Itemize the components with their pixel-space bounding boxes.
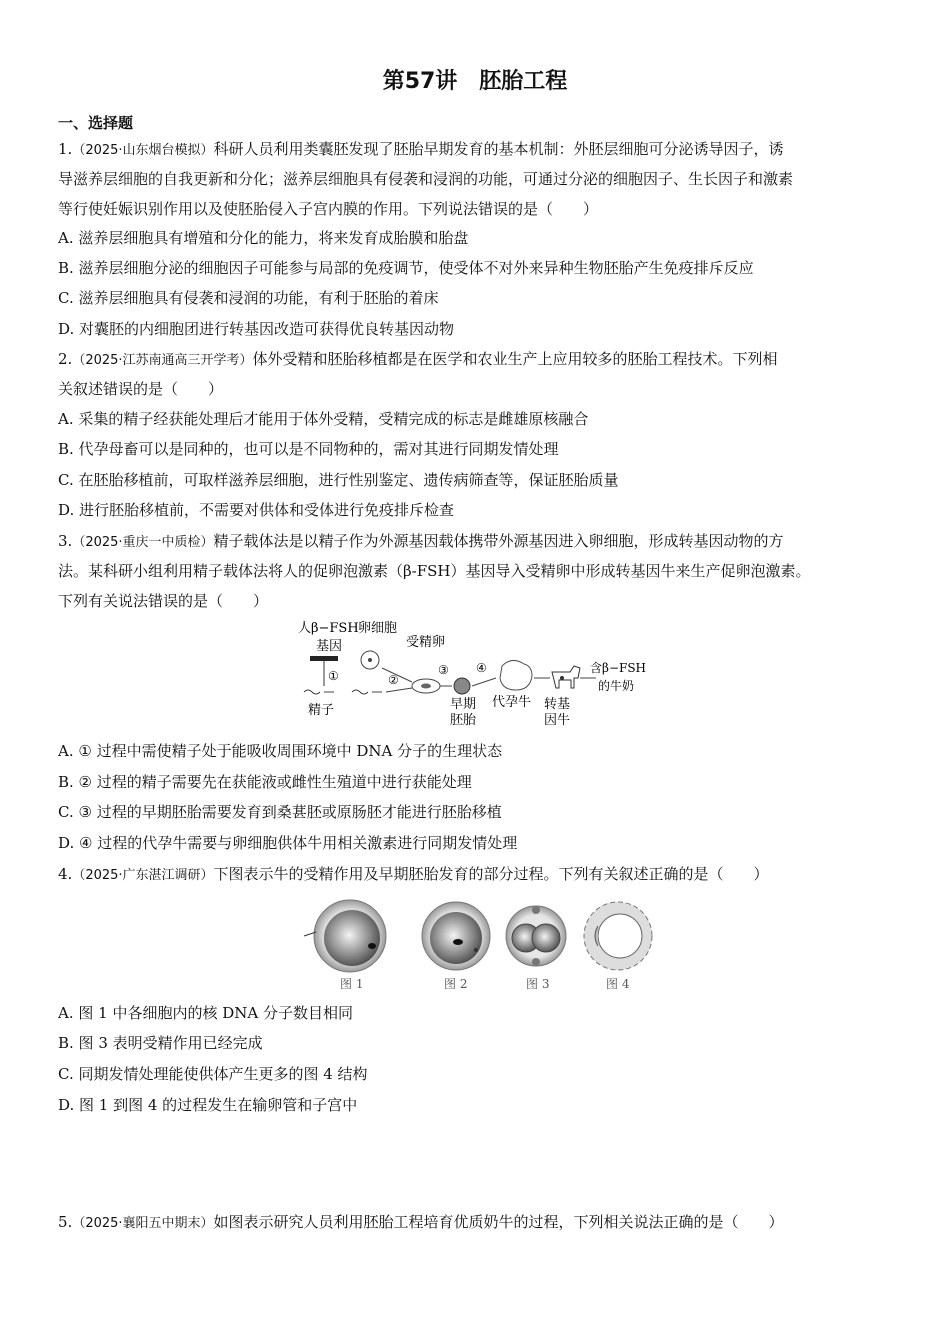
q2-stem-line2: 关叙述错误的是（ ） (58, 380, 224, 398)
q1-stem-line2: 导滋养层细胞的自我更新和分化；滋养层细胞具有侵袭和浸润的功能，可通过分泌的细胞因子、生长因子和激素 (58, 170, 794, 188)
fig-step2: ② (388, 673, 399, 687)
q4-source: （2025·广东湛江调研） (72, 868, 214, 883)
section-heading: 一、选择题 (58, 114, 134, 132)
fig3-polar-body-bottom-icon (532, 958, 540, 966)
q4-stem: 下图表示牛的受精作用及早期胚胎发育的部分过程。下列有关叙述正确的是（ ） (213, 865, 769, 883)
fig3-label: 图 3 (526, 977, 550, 991)
fig-gene-label-top: 人β−FSH (298, 621, 359, 636)
q4-embryo-figure (300, 894, 670, 996)
q1-stem-line1 (58, 139, 898, 161)
q4-number: 4. (58, 865, 73, 883)
q3-option-b: B. ② 过程的精子需要先在获能液或雌性生殖道中进行获能处理 (58, 773, 472, 791)
early-embryo-icon (454, 678, 470, 694)
q2-stem: 体外受精和胚胎移植都是在医学和农业生产上应用较多的胚胎工程技术。下列相 (252, 350, 778, 368)
fig1-nucleus-icon (368, 943, 376, 949)
fig4-cavity-icon (598, 914, 642, 958)
q4-option-b: B. 图 3 表明受精作用已经完成 (58, 1034, 263, 1052)
fig-early-label2: 胚胎 (450, 713, 477, 728)
page-title: 第57讲 胚胎工程 (382, 69, 568, 94)
q1-option-c: C. 滋养层细胞具有侵袭和浸润的功能，有利于胚胎的着床 (58, 289, 439, 307)
fig-trans-label2: 因牛 (544, 713, 571, 728)
q1-number: 1. (58, 140, 73, 158)
q2-source: （2025·江苏南通高三开学考） (72, 353, 253, 368)
fig2-polar-body-icon (474, 948, 478, 952)
fig2-pronuclei-icon (453, 939, 463, 945)
q1-option-a: A. 滋养层细胞具有增殖和分化的能力，将来发育成胎膜和胎盘 (58, 229, 469, 247)
q2-option-d: D. 进行胚胎移植前，不需要对供体和受体进行免疫排斥检查 (58, 501, 455, 519)
fig-zygote-label: 受精卵 (406, 635, 446, 650)
fig2-label: 图 2 (444, 977, 468, 991)
q1-option-b: B. 滋养层细胞分泌的细胞因子可能参与局部的免疫调节，使受体不对外来异种生物胚胎产生免疫排斥反应 (58, 259, 754, 277)
fig-gene-label-bottom: 基因 (316, 639, 343, 654)
q4-option-d: D. 图 1 到图 4 的过程发生在输卵管和子宫中 (58, 1096, 358, 1114)
q3-process-figure (290, 616, 670, 734)
q2-option-b: B. 代孕母畜可以是同种的，也可以是不同物种的，需对其进行同期发情处理 (58, 440, 559, 458)
q4-stem-line1 (58, 864, 898, 886)
q3-stem-line3: 下列有关说法错误的是（ ） (58, 592, 269, 610)
q5-source: （2025·襄阳五中期末） (72, 1216, 214, 1231)
q3-option-c: C. ③ 过程的早期胚胎需要发育到桑葚胚或原肠胚才能进行胚胎移植 (58, 803, 502, 821)
fig-early-label1: 早期 (450, 697, 477, 712)
q5-number: 5. (58, 1213, 73, 1231)
embryo-arrow-icon (472, 678, 496, 686)
cow-spot-icon (560, 676, 564, 680)
zygote-nucleus-icon (421, 684, 431, 689)
fig1-label: 图 1 (340, 977, 364, 991)
q1-stem: 科研人员利用类囊胚发现了胚胎早期发育的基本机制：外胚层细胞可分泌诱导因子，诱 (213, 140, 784, 158)
q1-source: （2025·山东烟台模拟） (72, 143, 214, 158)
fig4-label: 图 4 (606, 977, 630, 991)
q3-option-a: A. ① 过程中需使精子处于能吸收周围环境中 DNA 分子的生理状态 (58, 742, 503, 760)
q3-stem-line1 (58, 531, 898, 553)
q3-number: 3. (58, 532, 73, 550)
fig-sperm-label: 精子 (308, 703, 335, 718)
fig-egg-label: 卵细胞 (358, 621, 398, 636)
sperm-icon (304, 690, 334, 694)
fig2-egg-icon (430, 912, 482, 964)
q5-stem: 如图表示研究人员利用胚胎工程培育优质奶牛的过程，下列相关说法正确的是（ ） (213, 1213, 784, 1231)
fig3-polar-body-top-icon (532, 906, 540, 914)
q1-option-d: D. 对囊胚的内细胞团进行转基因改造可获得优良转基因动物 (58, 320, 455, 338)
q4-option-c: C. 同期发情处理能使供体产生更多的图 4 结构 (58, 1065, 368, 1083)
q3-source: （2025·重庆一中质检） (72, 535, 214, 550)
q1-stem-line3: 等行使妊娠识别作用以及使胚胎侵入子宫内膜的作用。下列说法错误的是（ ） (58, 200, 599, 218)
q3-option-d: D. ④ 过程的代孕牛需要与卵细胞供体牛用相关激素进行同期发情处理 (58, 834, 518, 852)
transgenic-cow-icon (552, 666, 580, 688)
sperm-arrow-icon (386, 688, 412, 692)
egg-nucleus-icon (368, 658, 372, 662)
q3-stem: 精子载体法是以精子作为外源基因载体携带外源基因进入卵细胞，形成转基因动物的方 (213, 532, 784, 550)
q2-option-c: C. 在胚胎移植前，可取样滋养层细胞，进行性别鉴定、遗传病筛查等，保证胚胎质量 (58, 471, 619, 489)
q3-stem-line2: 法。某科研小组利用精子载体法将人的促卵泡激素（β-FSH）基因导入受精卵中形成转基因牛来生产促卵泡激素。 (58, 562, 811, 580)
q4-option-a: A. 图 1 中各细胞内的核 DNA 分子数目相同 (58, 1004, 353, 1022)
fig-step1: ① (328, 669, 339, 683)
q2-stem-line1 (58, 349, 898, 371)
q5-stem-line1 (58, 1212, 898, 1234)
q2-number: 2. (58, 350, 73, 368)
q2-option-a: A. 采集的精子经获能处理后才能用于体外受精，受精完成的标志是雌雄原核融合 (58, 410, 589, 428)
gene-block-icon (310, 656, 338, 661)
fig-surrogate-label: 代孕牛 (492, 695, 532, 710)
fig1-egg-icon (324, 910, 380, 966)
surrogate-cow-icon (500, 660, 532, 690)
fig-milk-label2: 的牛奶 (598, 679, 635, 693)
fig-step4: ④ (476, 661, 487, 675)
fig-step3: ③ (438, 663, 449, 677)
fig-trans-label1: 转基 (544, 697, 571, 712)
fig3-blastomere-right-icon (532, 924, 560, 952)
sperm-with-gene-icon (352, 690, 382, 694)
fig-milk-label1: 含β−FSH (590, 661, 647, 675)
